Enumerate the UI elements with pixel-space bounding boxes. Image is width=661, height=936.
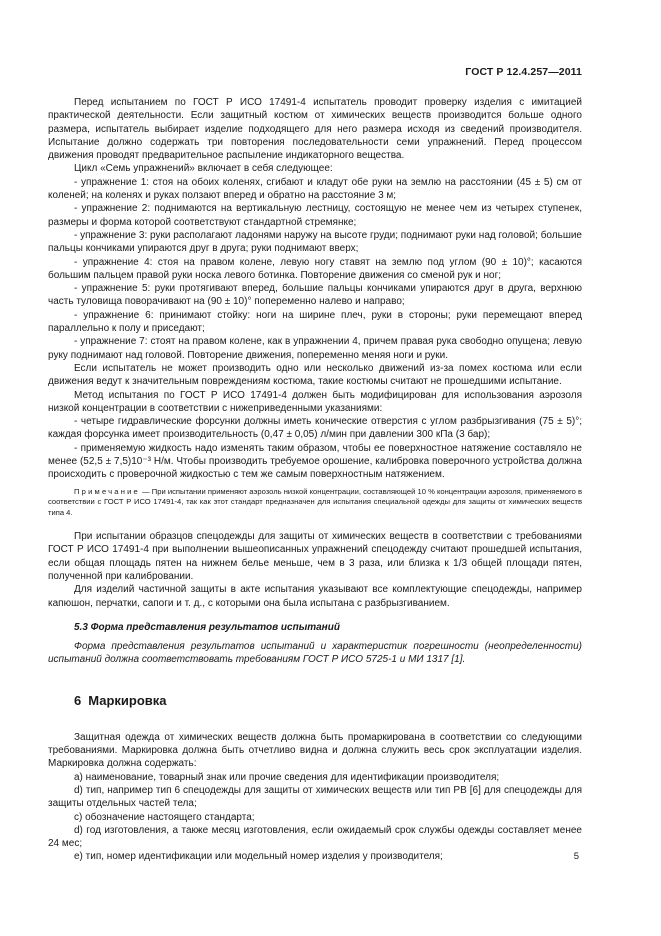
section-title: Маркировка bbox=[88, 692, 167, 708]
paragraph: При испытании образцов спецодежды для защиты от химических веществ в соответствии с требованиями ГОСТ Р ИСО 17491-4 при выполнении вышеописанных упражнений спецодежду считают прошедшей испытания, если общая площадь пятен на нижнем белье меньше, чем в 3 раза, или близка к 1/3 общей площади пятен, полученной при калибровании. bbox=[48, 531, 582, 582]
exercise-item: - упражнение 3: руки располагают ладонями наружу на высоте груди; поднимают руки над головой; большие пальцы кончиками упираются друг в друга; руки поднимают вверх; bbox=[48, 229, 582, 255]
paragraph: - применяемую жидкость надо изменять таким образом, чтобы ее поверхностное натяжение составляло не менее (52,5 ± 7,5)10⁻³ Н/м. Чтобы производить требуемое орошение, калибровка поверочного устройства должна происходить с проверочной жидкостью с тем же самым поверхностным натяжением. bbox=[48, 442, 582, 481]
exercise-item: - упражнение 1: стоя на обоих коленях, сгибают и кладут обе руки на землю на расстоянии (45 ± 5) см от коленей; на коленях и руках ползают вперед и обратно на расстояние 3 м; bbox=[48, 176, 582, 202]
exercise-item: - упражнение 5: руки протягивают вперед, большие пальцы кончиками упираются друг в друга, верхнюю часть туловища поворачивают на (90 ± 10)° попеременно налево и направо; bbox=[48, 283, 582, 308]
paragraph: Перед испытанием по ГОСТ Р ИСО 17491-4 испытатель проводит проверку изделия с имитацией практической деятельности. Если защитный костюм от химических веществ производится больше одного размера, испытатель выбирает изделие подходящего для него размера исходя из сведений производителя. Испытание должно содержать три повторения последовательности семи упражнений. Перед процессом движения проводят предварительное распыление индикаторного вещества. bbox=[48, 97, 582, 162]
section-heading-6 bbox=[48, 693, 582, 708]
paragraph: Цикл «Семь упражнений» включает в себя следующее: bbox=[74, 163, 333, 175]
paragraph: Если испытатель не может производить одно или несколько движений из-за помех костюма или если движения ведут к значительным повреждениям костюма, такие костюмы считают не прошедшими испытание. bbox=[48, 362, 582, 388]
paragraph: Метод испытания по ГОСТ Р ИСО 17491-4 должен быть модифицирован для использования аэрозоля низкой концентрации в соответствии с нижеприведенными указаниями: bbox=[48, 389, 582, 414]
section-text: Форма представления результатов испытаний и характеристик погрешности (неопределенности) испытаний должна соответствовать требованиям ГОСТ Р ИСО 5725-1 и МИ 1317 [1]. bbox=[48, 641, 582, 666]
note bbox=[48, 487, 582, 519]
section-number: 6 bbox=[74, 692, 82, 708]
paragraph: Защитная одежда от химических веществ должна быть промаркирована в соответствии со следующими требованиями. Маркировка должна быть отчетливо видна и должна служить весь срок эксплуатации изделия. Маркировка должна содержать: bbox=[48, 731, 582, 770]
list-item: е) тип, номер идентификации или модельный номер изделия у производителя; bbox=[74, 851, 443, 863]
section-heading: 5.3 Форма представления результатов испытаний bbox=[74, 621, 340, 633]
exercise-item: - упражнение 6: принимают стойку: ноги на ширине плеч, руки в стороны; руки перемещают вперед параллельно к полу и приседают; bbox=[48, 309, 582, 335]
page-number: 5 bbox=[573, 851, 579, 862]
list-item: d) тип, например тип 6 спецодежды для защиты от химических веществ или тип PB [6] для спецодежды для защиты отдельных частей тела; bbox=[48, 784, 582, 810]
exercise-item: - упражнение 2: поднимаются на вертикальную лестницу, состоящую не менее чем из четырех ступенек, размеры и форма которой соответствуют стандартной стремянке; bbox=[48, 203, 582, 228]
document-body bbox=[48, 96, 582, 864]
list-item: а) наименование, товарный знак или прочие сведения для идентификации производителя; bbox=[74, 771, 500, 783]
paragraph: Для изделий частичной защиты в акте испытания указывают все комплектующие спецодежды, например капюшон, перчатки, сапоги и т. д., с которыми она была испытана с разбрызгиванием. bbox=[48, 584, 582, 609]
list-item: с) обозначение настоящего стандарта; bbox=[74, 811, 255, 823]
list-item: d) год изготовления, а также месяц изготовления, если ожидаемый срок службы одежды составляет менее 24 мес; bbox=[48, 824, 582, 850]
exercise-item: - упражнение 7: стоят на правом колене, как в упражнении 4, причем правая рука свободно опущена; левую руку поднимают над головой. Повторение движения, попеременно меняя ноги и руки. bbox=[48, 336, 582, 361]
note-label: Примечание bbox=[74, 486, 140, 496]
note-text: — При испытании применяют аэрозоль низкой концентрации, составляющей 10 % концентрации аэрозоля, применяемого в соответствии с ГОСТ Р ИСО 17491-4, так как этот стандарт предназначен для испытания специальной одежды для защиты от химических веществ типа 4. bbox=[48, 486, 582, 517]
paragraph: - четыре гидравлические форсунки должны иметь конические отверстия с углом разбрызгивания (75 ± 5)°; каждая форсунка имеет производительность (0,47 ± 0,05) л/мин при давлении 300 кПа (3 бар); bbox=[48, 416, 582, 441]
document-code: ГОСТ Р 12.4.257—2011 bbox=[465, 66, 582, 78]
exercise-item: - упражнение 4: стоя на правом колене, левую ногу ставят на землю под углом (90 ± 10)°; касаются большим пальцем правой руки носка левого ботинка. Повторение движения со сменой рук и ног; bbox=[48, 256, 582, 281]
